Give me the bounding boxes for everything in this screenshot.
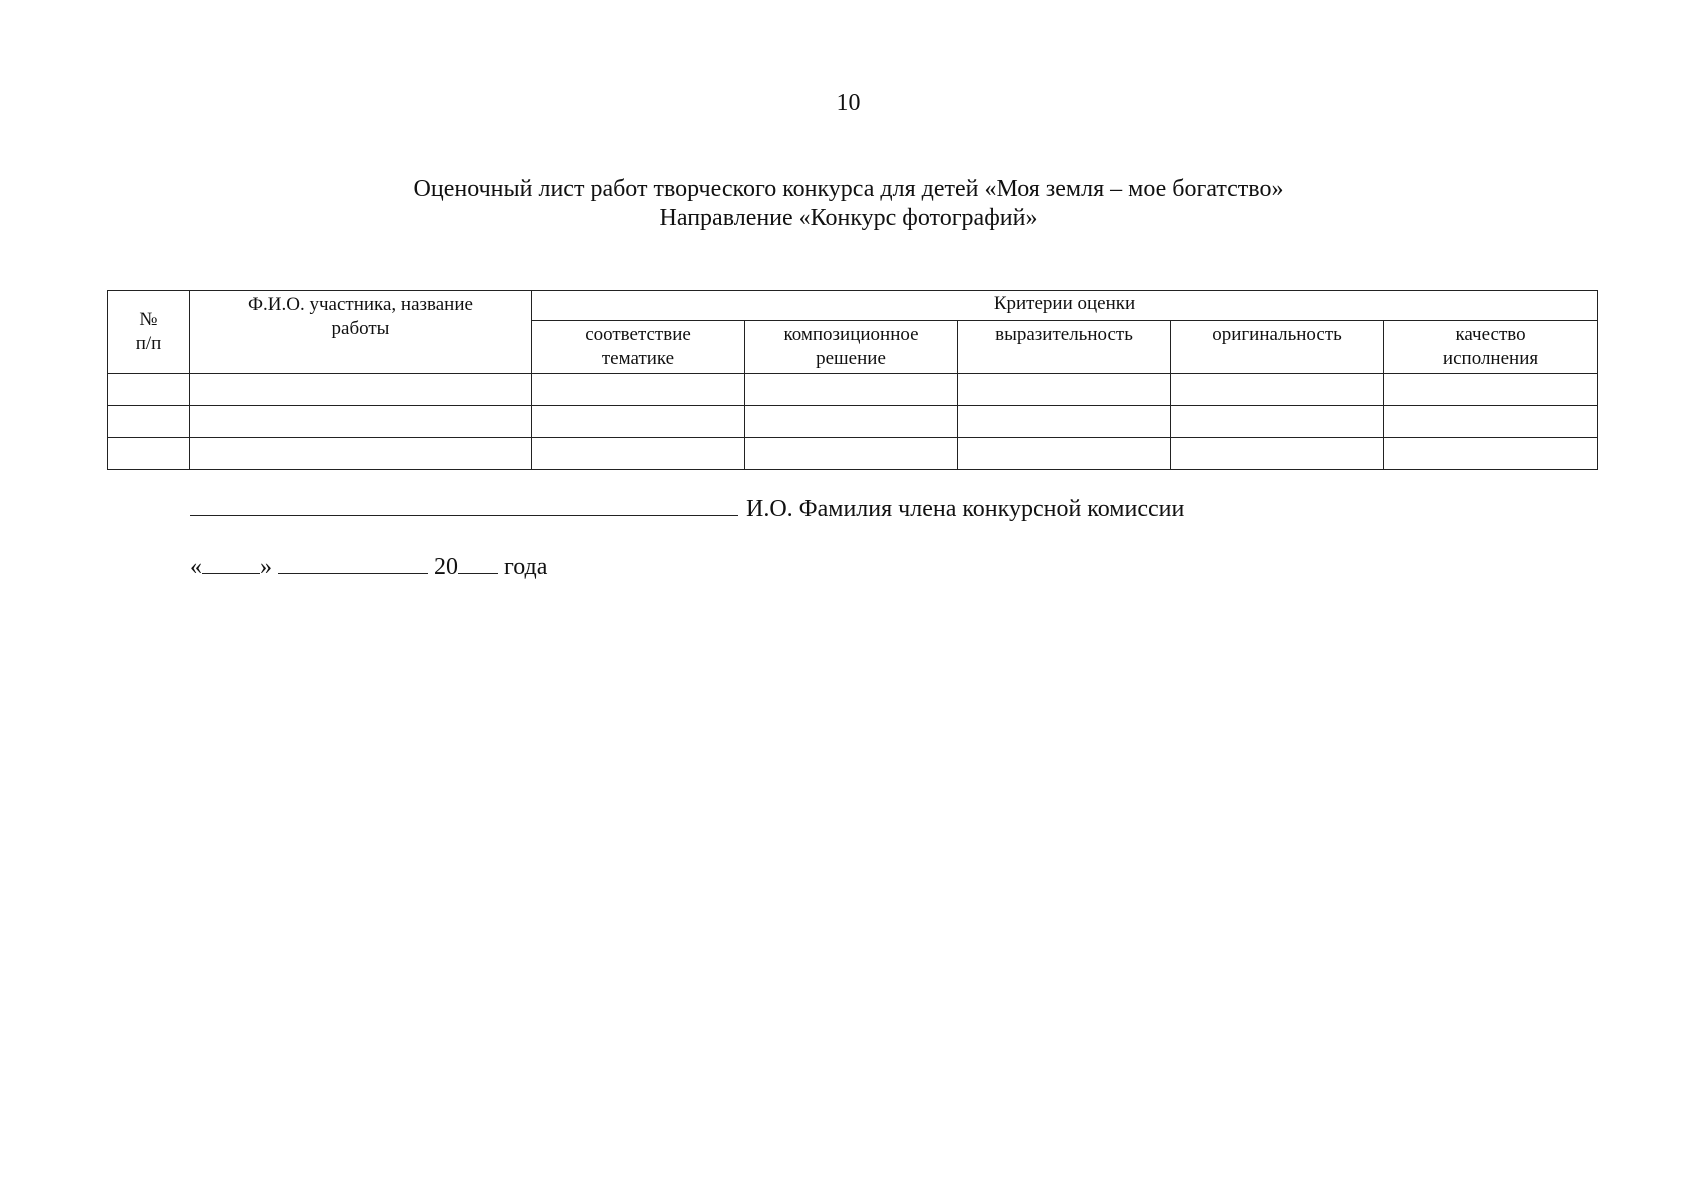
table-cell[interactable] — [532, 438, 745, 470]
table-cell[interactable] — [745, 374, 958, 406]
criterion-originality-line1: оригинальность — [1212, 324, 1342, 345]
year-blank[interactable] — [458, 551, 498, 574]
title-line-1: Оценочный лист работ творческого конкурса для детей «Моя земля – мое богатство» — [413, 176, 1284, 202]
table-row — [108, 374, 1598, 406]
day-blank[interactable] — [202, 551, 260, 574]
table-cell[interactable] — [190, 438, 532, 470]
criterion-quality-line1: качество — [1455, 324, 1526, 345]
criterion-theme-line1: соответствие — [585, 324, 691, 345]
signature-caption: И.О. Фамилия члена конкурсной комиссии — [746, 496, 1185, 522]
table-cell[interactable] — [745, 406, 958, 438]
year-prefix: 20 — [434, 554, 458, 580]
header-participant — [190, 291, 532, 374]
criterion-composition-line2: решение — [816, 348, 886, 369]
document-title — [0, 175, 1697, 233]
criterion-composition-line1: композиционное — [783, 324, 919, 345]
signature-line — [190, 493, 1184, 523]
table-cell[interactable] — [958, 374, 1171, 406]
criterion-expressiveness-line1: выразительность — [995, 324, 1133, 345]
criterion-quality-line2: исполнения — [1442, 348, 1539, 369]
table-cell[interactable] — [190, 406, 532, 438]
table-cell[interactable] — [1384, 406, 1598, 438]
page-number: 10 — [836, 90, 861, 116]
criterion-theme-line2: тематике — [601, 348, 675, 369]
header-number-line1: № — [139, 309, 158, 330]
table-row — [108, 406, 1598, 438]
title-line-2: Направление «Конкурс фотографий» — [659, 205, 1038, 231]
table-cell[interactable] — [108, 374, 190, 406]
table-cell[interactable] — [958, 438, 1171, 470]
header-number-line2: п/п — [135, 333, 162, 354]
table-cell[interactable] — [108, 438, 190, 470]
table-row — [108, 438, 1598, 470]
date-suffix: года — [504, 554, 548, 580]
header-participant-line1: Ф.И.О. участника, название — [248, 294, 473, 315]
table-cell[interactable] — [190, 374, 532, 406]
table-cell[interactable] — [958, 406, 1171, 438]
criterion-originality — [1171, 321, 1384, 374]
table-cell[interactable] — [1384, 438, 1598, 470]
header-number — [108, 291, 190, 374]
table-cell[interactable] — [532, 374, 745, 406]
table-cell[interactable] — [1171, 406, 1384, 438]
criterion-composition — [745, 321, 958, 374]
table-cell[interactable] — [532, 406, 745, 438]
criterion-quality — [1384, 321, 1598, 374]
table-cell[interactable] — [108, 406, 190, 438]
table-cell[interactable] — [745, 438, 958, 470]
date-open-quote: « — [190, 554, 202, 580]
table-cell[interactable] — [1171, 374, 1384, 406]
date-close-quote: » — [260, 554, 272, 580]
signature-blank[interactable] — [190, 493, 738, 516]
date-line — [190, 551, 547, 581]
criterion-expressiveness — [958, 321, 1171, 374]
criterion-theme — [532, 321, 745, 374]
evaluation-table — [107, 290, 1598, 470]
header-criteria: Критерии оценки — [532, 291, 1598, 321]
month-blank[interactable] — [278, 551, 428, 574]
table-cell[interactable] — [1384, 374, 1598, 406]
header-participant-line2: работы — [331, 318, 390, 339]
table-cell[interactable] — [1171, 438, 1384, 470]
